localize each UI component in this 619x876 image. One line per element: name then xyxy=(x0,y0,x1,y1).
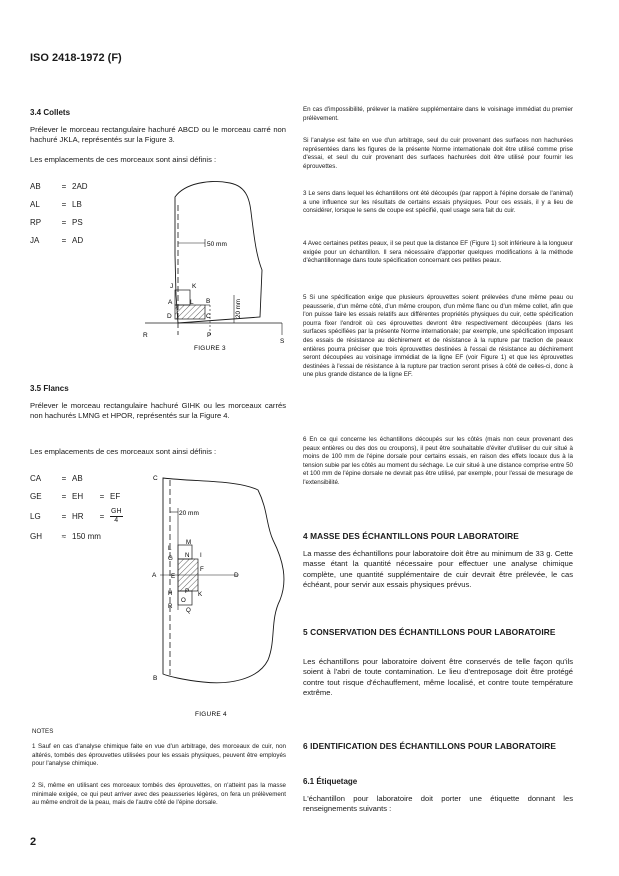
section-6-title: 6 IDENTIFICATION DES ÉCHANTILLONS POUR LABORATOIRE xyxy=(303,741,556,751)
notes-title: NOTES xyxy=(32,728,54,735)
fig4-label-e: E xyxy=(171,573,176,580)
standard-header: ISO 2418-1972 (F) xyxy=(30,52,122,64)
equation-al: AL = LB xyxy=(30,200,82,209)
equation-ca: CA = AB xyxy=(30,474,83,483)
fig3-label-s: S xyxy=(280,338,285,345)
fig4-label-b: B xyxy=(153,675,158,682)
equation-gh: GH ≈ 150 mm xyxy=(30,532,101,541)
fig4-label-i: I xyxy=(200,552,202,559)
fig3-label-d: D xyxy=(167,313,172,320)
section-6-1-title: 6.1 Étiquetage xyxy=(303,777,358,786)
fig3-label-a: A xyxy=(168,299,173,306)
fig4-label-q: Q xyxy=(186,607,191,614)
fig3-caption: FIGURE 3 xyxy=(194,345,226,352)
section-3-4-paragraph: Prélever le morceau rectangulaire hachuré ABCD ou le morceau carré non hachuré JKLA, représentés sur la Figure 3. xyxy=(30,125,286,145)
note-1: 1 Sauf en cas d'analyse chimique faite en vue d'un arbitrage, des morceaux de cuir, non altérés, tombés des éprouvettes utilisées pour les essais physiques, peuvent être employés pour l'analyse chimique. xyxy=(32,743,286,768)
page-number: 2 xyxy=(30,836,37,848)
figure-3-diagram xyxy=(143,175,290,352)
equation-rp: RP = PS xyxy=(30,218,83,227)
fig3-hatched-rect xyxy=(175,305,205,319)
fig3-label-p: P xyxy=(207,332,212,339)
fig3-label-l: L xyxy=(190,299,194,306)
fig4-label-n: N xyxy=(185,552,190,559)
equation-ja: JA = AD xyxy=(30,236,84,245)
fig4-label-k: K xyxy=(198,591,203,598)
note-2: 2 Si, même en utilisant ces morceaux tombés des éprouvettes, on n'atteint pas la masse minimale exigée, ce qui peut arriver avec des peausseries légères, on fera un prélèvement au même endroit de la peau, mais de l'autre côté de l'épine dorsale. xyxy=(32,782,286,807)
fig3-label-j: J xyxy=(170,283,174,290)
fraction-gh-4: $\frac{GH}{4}$ xyxy=(111,508,122,524)
section-3-5-title: 3.5 Flancs xyxy=(30,384,69,393)
section-4-paragraph: La masse des échantillons pour laboratoire doit être au minimum de 33 g. Cette masse étant la quantité nécessaire pour effectuer une analyse chimique complète, une quantité supplémentaire de cuir devrait être prélevée, le cas échéant, pour servir aux essais physiques prévus. xyxy=(303,549,573,590)
note-6: 6 En ce qui concerne les échantillons découpés sur les côtés (mais non ceux provenant des peaux entières ou des dos ou croupons), il peut être souhaitable d'éviter d'utiliser du cuir situé à moins de 100 mm de l'épine dorsale pour certains essais, en raison des effets locaux dus à la tension subie par les côtés au moment du séchage. Le cuir situé à une distance comprise entre 50 et 100 mm de l'épine dorsale ne devrait pas être utilisé, par exemple, pour l'essai de mesurage de l'extensibilité. xyxy=(303,436,573,486)
fig3-dim-50: 50 mm xyxy=(207,241,227,248)
section-3-5-paragraph: Prélever le morceau rectangulaire hachuré GIHK ou les morceaux carrés non hachurés LMNG et HPOR, représentés sur la Figure 4. xyxy=(30,401,286,421)
fig4-caption: FIGURE 4 xyxy=(195,711,227,718)
section-3-5-intro: Les emplacements de ces morceaux sont ainsi définis : xyxy=(30,447,217,456)
fig3-skin-outline xyxy=(175,182,262,323)
fig4-label-d: D xyxy=(234,572,239,579)
fig3-label-r: R xyxy=(143,332,148,339)
equation-ab: AB = 2AD xyxy=(30,182,88,191)
fig3-dim-20: 20 mm xyxy=(235,299,242,318)
note-3: 3 Le sens dans lequel les échantillons ont été découpés (par rapport à l'épine dorsale de l'animal) a une influence sur les résultats de certains essais physiques. Pour ces essais, il y a lieu de considérer, lorsque le sens de coupe est spécifié, quel usage sera fait du cuir. xyxy=(303,190,573,215)
fig4-label-p: P xyxy=(185,588,190,595)
fig4-label-m: M xyxy=(186,539,192,546)
fig3-label-b: B xyxy=(206,298,211,305)
fig4-label-r: R xyxy=(168,603,173,610)
fig4-label-f: F xyxy=(200,566,204,573)
section-5-title: 5 CONSERVATION DES ÉCHANTILLONS POUR LABORATOIRE xyxy=(303,627,556,637)
fig4-label-g: G xyxy=(168,555,173,562)
fig4-dim-20: 20 mm xyxy=(179,510,199,517)
fig4-label-h: H xyxy=(168,590,173,597)
fig4-label-l: L xyxy=(168,545,172,552)
section-6-1-paragraph: L'échantillon pour laboratoire doit porter une étiquette donnant les renseignements suivants : xyxy=(303,794,573,814)
fig3-square xyxy=(175,290,190,305)
section-3-4-title: 3.4 Collets xyxy=(30,108,71,117)
section-3-4-intro: Les emplacements de ces morceaux sont ainsi définis : xyxy=(30,155,217,164)
fig3-label-k: K xyxy=(192,283,197,290)
fig4-label-a: A xyxy=(152,572,157,579)
fig3-label-c: C xyxy=(206,313,211,320)
equation-lg: LG = HR = $\frac{GH}{4}$ xyxy=(30,508,122,524)
figure-4-diagram xyxy=(148,470,293,720)
note-arbitrage: Si l'analyse est faite en vue d'un arbitrage, seul du cuir provenant des surfaces non hachurées représentées dans les figures de la présente Norme internationale doit être utilisé comme prise d'essai, et seul du cuir provenant des surfaces hachurées doit être utilisé pour fournir les éprouvettes. xyxy=(303,137,573,170)
section-5-paragraph: Les échantillons pour laboratoire doivent être conservés de telle façon qu'ils soient à l'abri de toute contamination. Le lieu d'entreposage doit être protégé contre tout risque d'échauffement, même localisé, et contre toute température extrême. xyxy=(303,657,573,698)
fig4-label-o: O xyxy=(181,597,186,604)
section-4-title: 4 MASSE DES ÉCHANTILLONS POUR LABORATOIRE xyxy=(303,531,519,541)
note-continuation: En cas d'impossibilité, prélever la matière supplémentaire dans le voisinage immédiat du premier prélèvement. xyxy=(303,106,573,122)
fig4-label-c: C xyxy=(153,475,158,482)
equation-ge: GE = EH = EF xyxy=(30,492,121,501)
note-5: 5 Si une spécification exige que plusieurs éprouvettes soient prélevées d'une même peau ou peausserie, d'un même côté, d'un même croupon, d'un même flanc ou d'un même collet, afin que l'on puisse faire les essais relatifs aux différentes propriétés physiques du cuir, cette spécification pourra fixer l'endroit où ces éprouvettes devront être respectivement découpées (dans les surfaces spécifiées par la présente Norme internationale; par exemple, une spécification imposant des essais de résistance au déchirement et de résistance à la rupture par traction de peaux entières pourra préciser que trois éprouvettes destinées à l'essai de résistance au déchirement seront découpées au voisinage immédiat de la ligne EF (voir Figure 1) et que les éprouvettes destinées à l'essai de résistance à la rupture par traction seront prises à côté de celles-ci, donc à une plus grande distance de la ligne EF. xyxy=(303,294,573,379)
note-4: 4 Avec certaines petites peaux, il se peut que la distance EF (Figure 1) soit inférieure à la longueur exigée pour un échantillon. Il sera nécessaire d'apporter quelques modifications à la méthode d'échantillonnage dans toute spécification concernant ces petites peaux. xyxy=(303,240,573,265)
